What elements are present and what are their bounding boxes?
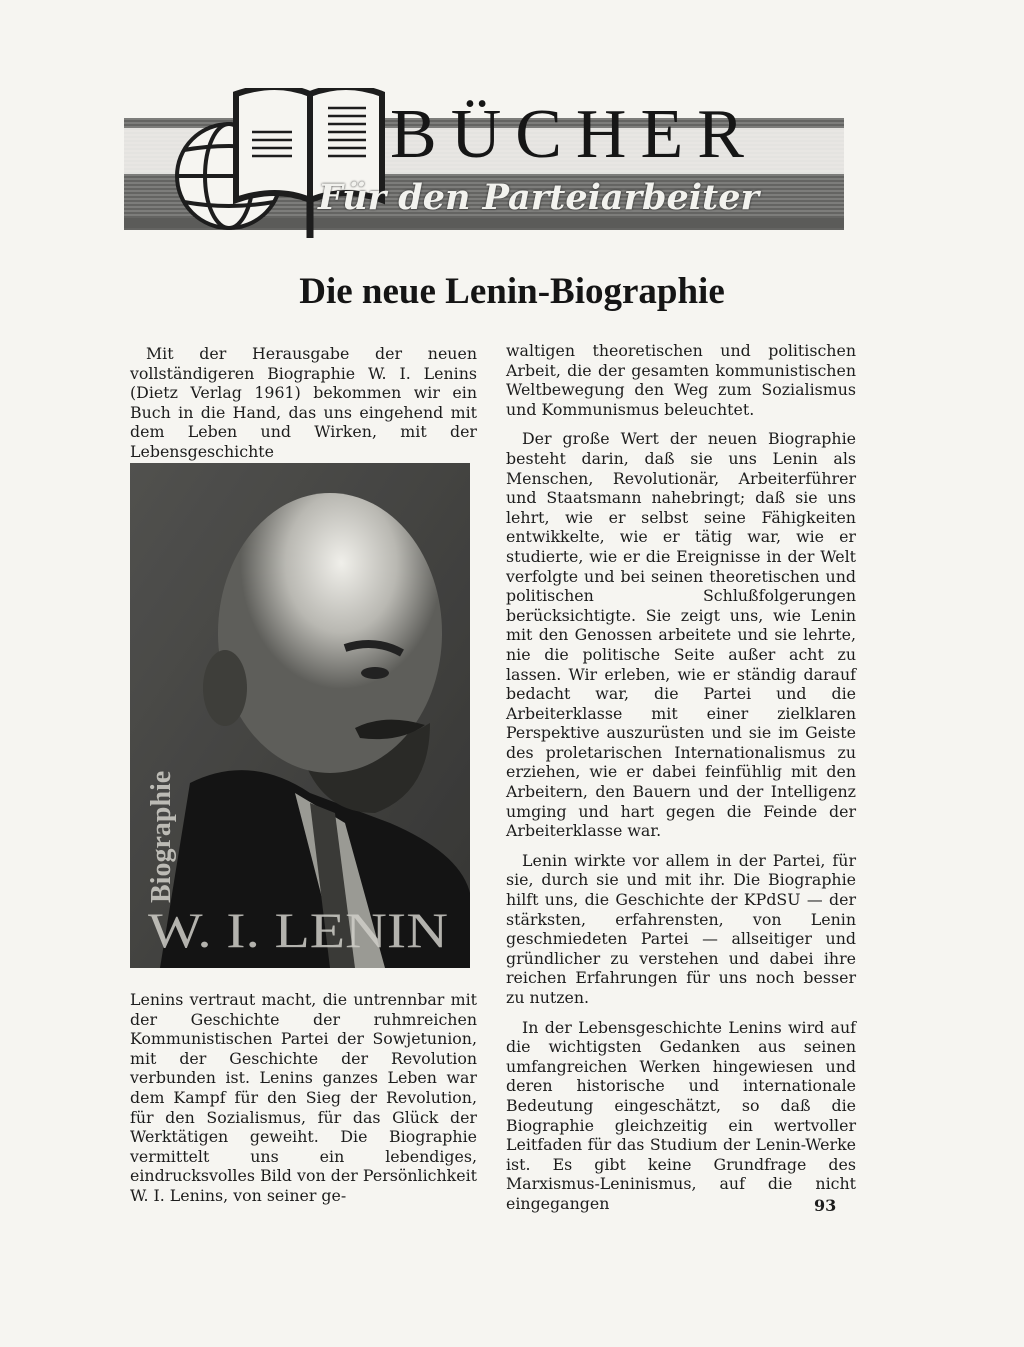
left-column-continued bbox=[130, 990, 477, 1206]
paragraph: Der große Wert der neuen Biographie besteht darin, daß sie uns Lenin als Menschen, Revolutionär, Arbeiterführer und Staatsmann nahebringt; daß sie uns lehrt, wie er selbst seine Fähigkeiten entwikkelte, wie er tätig war, wie er studierte, wie er die Ereignisse in der Welt verfolgte und bei seinen theoretischen und politischen Schlußfolgerungen berücksichtigte. Sie zeigt uns, wie Lenin mit den Genossen arbeitete und sie lehrte, nie die politische Seite außer acht zu lassen. Wir erleben, wie er ständig darauf bedacht war, die Partei und die Arbeiterklasse mit einer zielklaren Perspektive auszurüsten und sie im Geiste des proletarischen Internationalismus zu erziehen, wie er dabei feinfühlig mit den Arbeitern, den Bauern und der Intelligenz umging und hart gegen die Feinde der Arbeiterklasse war. bbox=[506, 429, 856, 841]
right-column bbox=[506, 341, 856, 1214]
spine-text: Biographie bbox=[146, 770, 177, 903]
paragraph: Lenin wirkte vor allem in der Partei, für sie, durch sie und mit ihr. Die Biographie hilft uns, die Geschichte der KPdSU — der stärksten, erfahrensten, von Lenin geschmiedeten Partei — allseitiger und gründlicher zu verstehen und dabei ihre reichen Erfahrungen für uns noch besser zu nutzen. bbox=[506, 850, 856, 1007]
paragraph: In der Lebensgeschichte Lenins wird auf die wichtigsten Gedanken aus seinen umfangreichen Werken hingewiesen und deren historische und internationale Bedeutung eingeschätzt, so daß die Biographie gleichzeitig ein wertvoller Leitfaden für das Studium der Lenin-Werke ist. Es gibt keine Grundfrage des Marxismus-Leninismus, auf die nicht eingegangen bbox=[506, 1017, 856, 1213]
paragraph: waltigen theoretischen und politischen Arbeit, die der gesamten kommunistischen Weltbewegung den Weg zum Sozialismus und Kommunismus beleuchtet. bbox=[506, 341, 856, 419]
left-column-intro bbox=[130, 344, 477, 462]
article-title: Die neue Lenin-Biographie bbox=[299, 271, 725, 312]
paragraph: Mit der Herausgabe der neuen vollständigeren Biographie W. I. Lenins (Dietz Verlag 1961) bekommen wir ein Buch in die Hand, das uns eingehend mit dem Leben und Wirken, mit der Lebensgeschichte bbox=[130, 344, 477, 461]
page-number: 93 bbox=[814, 1196, 837, 1215]
banner-title: BÜCHER bbox=[390, 96, 758, 173]
banner-subtitle: Für den Parteiarbeiter bbox=[318, 177, 759, 218]
cover-name: W. I. LENIN bbox=[148, 902, 448, 958]
book-cover-image bbox=[130, 463, 470, 968]
paragraph: Lenins vertraut macht, die untrennbar mit der Geschichte der ruhmreichen Kommunistischen Partei der Sowjetunion, mit der Geschichte der Revolution verbunden ist. Lenins ganzes Leben war dem Kampf für den Sieg der Revolution, für den Sozialismus, für das Glück der Werktätigen geweiht. Die Biographie vermittelt uns ein lebendiges, eindrucksvolles Bild von der Persönlichkeit W. I. Lenins, von seiner ge- bbox=[130, 990, 477, 1205]
